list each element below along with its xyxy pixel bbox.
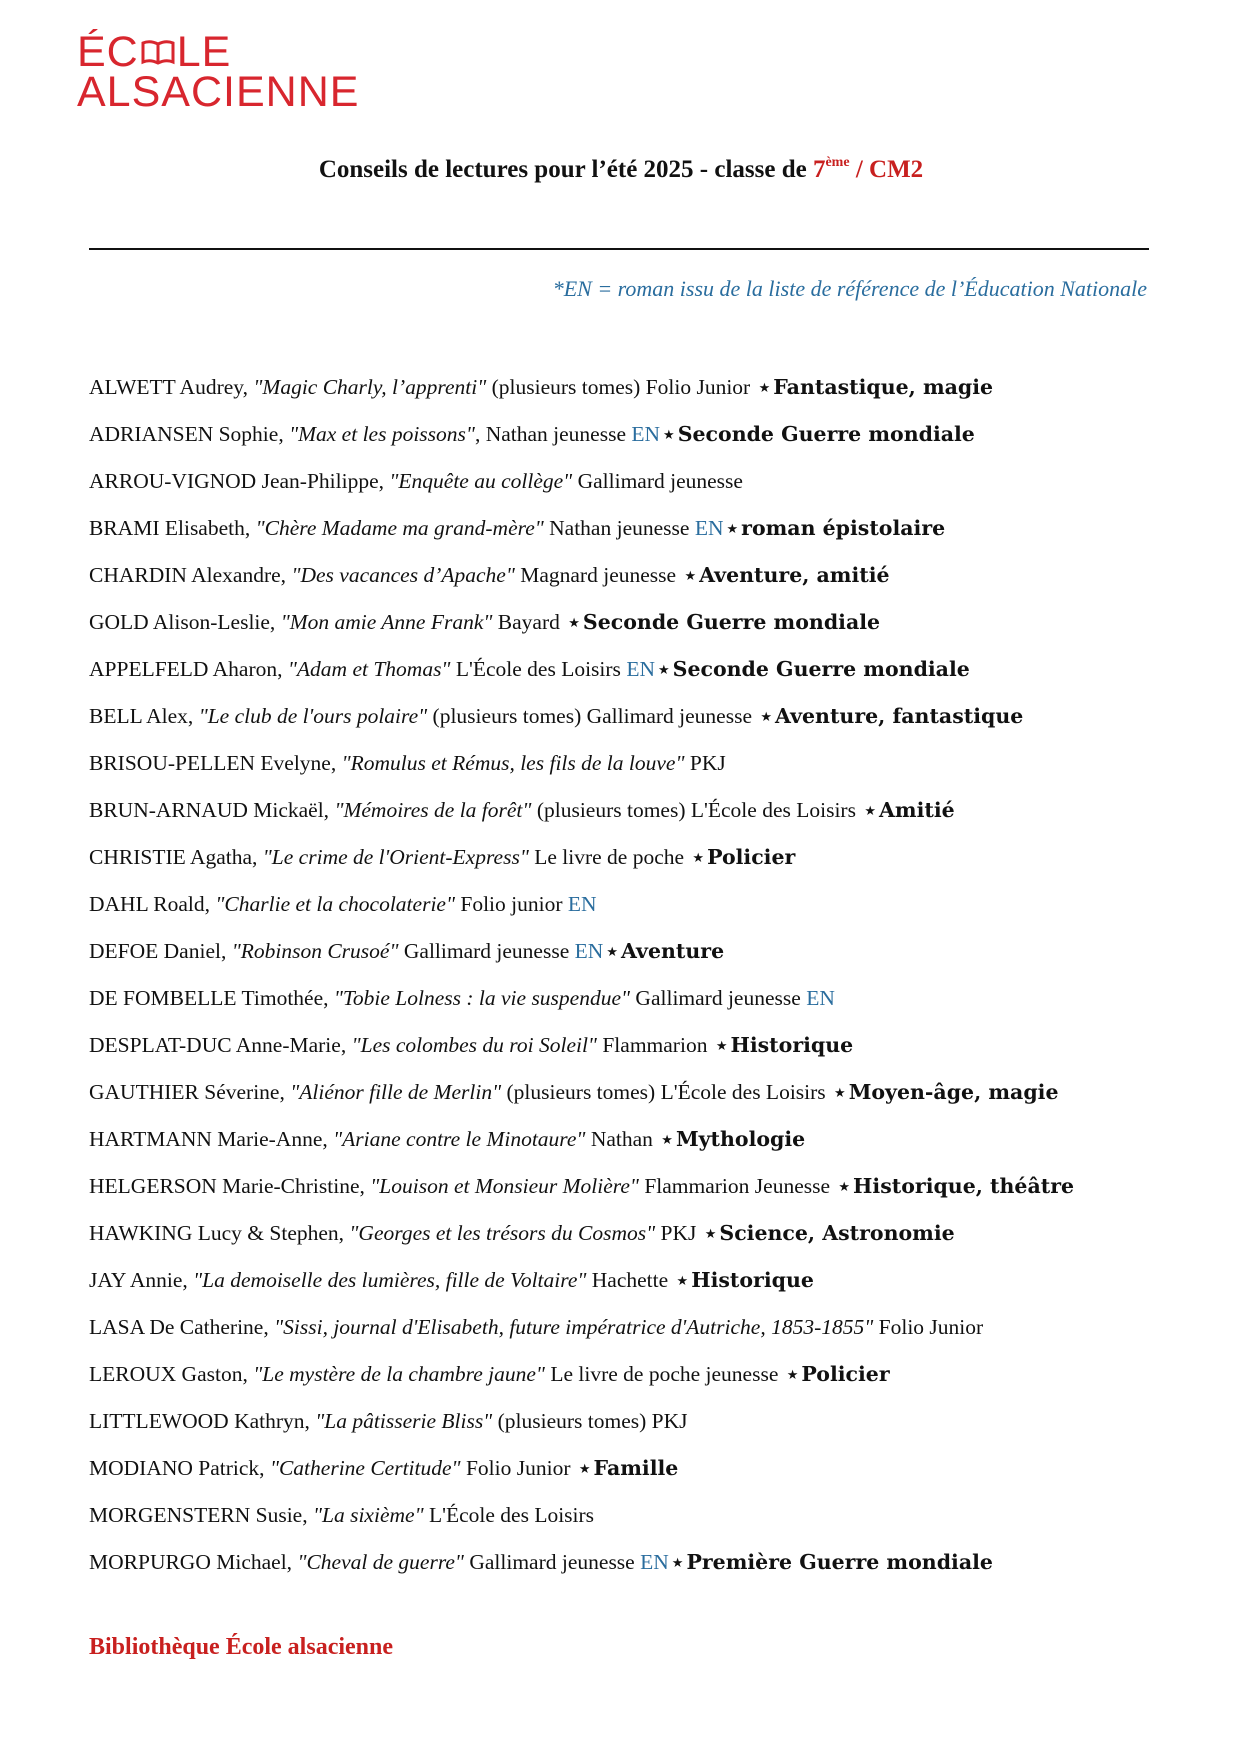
book-entry <box>89 1404 1219 1451</box>
book-title: "Ariane contre le Minotaure" <box>333 1127 586 1151</box>
book-entry <box>89 934 1219 981</box>
book-entry <box>89 417 1219 464</box>
book-title: "Sissi, journal d'Elisabeth, future impératrice d'Autriche, 1853-1855" <box>274 1315 874 1339</box>
book-author: LEROUX Gaston, <box>89 1362 254 1386</box>
book-genre: Historique <box>730 1033 854 1057</box>
book-publisher: Nathan <box>585 1127 659 1151</box>
book-author: DAHL Roald, <box>89 892 216 916</box>
book-genre: Policier <box>707 845 796 869</box>
book-title: "La sixième" <box>312 1503 424 1527</box>
book-publisher: PKJ <box>655 1221 702 1245</box>
book-author: LITTLEWOOD Kathryn, <box>89 1409 316 1433</box>
book-genre: Science, Astronomie <box>719 1221 955 1245</box>
school-logo <box>77 28 360 116</box>
book-publisher: (plusieurs tomes) Gallimard jeunesse <box>427 704 758 728</box>
book-list <box>89 370 1219 1592</box>
book-author: MORPURGO Michael, <box>89 1550 298 1574</box>
book-title: "Adam et Thomas" <box>287 657 451 681</box>
book-title: "Chère Madame ma grand-mère" <box>255 516 544 540</box>
book-publisher: , Nathan jeunesse <box>474 422 632 446</box>
open-book-icon <box>141 39 175 65</box>
book-author: CHRISTIE Agatha, <box>89 845 263 869</box>
book-entry <box>89 746 1219 793</box>
book-entry <box>89 1498 1219 1545</box>
book-author: DEFOE Daniel, <box>89 939 232 963</box>
logo-text-right: LE <box>176 28 232 76</box>
book-author: DESPLAT-DUC Anne-Marie, <box>89 1033 352 1057</box>
library-footer: Bibliothèque École alsacienne <box>89 1634 394 1660</box>
en-badge: EN <box>694 516 724 540</box>
star-icon: ★ <box>692 850 705 865</box>
title-level-sup: ème <box>825 155 850 170</box>
book-title: "Robinson Crusoé" <box>231 939 399 963</box>
book-title: "Des vacances d’Apache" <box>291 563 515 587</box>
star-icon: ★ <box>760 709 773 724</box>
book-author: MORGENSTERN Susie, <box>89 1503 313 1527</box>
book-entry <box>89 1122 1219 1169</box>
book-entry <box>89 1310 1219 1357</box>
book-genre: Seconde Guerre mondiale <box>582 610 881 634</box>
book-author: JAY Annie, <box>89 1268 194 1292</box>
book-title: "Le club de l'ours polaire" <box>198 704 428 728</box>
book-title: "Romulus et Rémus, les fils de la louve" <box>341 751 685 775</box>
book-genre: Moyen-âge, magie <box>848 1080 1059 1104</box>
en-badge: EN <box>567 892 597 916</box>
book-author: DE FOMBELLE Timothée, <box>89 986 334 1010</box>
book-entry <box>89 464 1219 511</box>
book-title: "La pâtisserie Bliss" <box>315 1409 493 1433</box>
book-author: ARROU-VIGNOD Jean-Philippe, <box>89 469 390 493</box>
book-title: "Aliénor fille de Merlin" <box>290 1080 502 1104</box>
book-author: APPELFELD Aharon, <box>89 657 288 681</box>
book-entry <box>89 558 1219 605</box>
book-genre: Première Guerre mondiale <box>686 1550 993 1574</box>
star-icon: ★ <box>838 1179 851 1194</box>
book-publisher: (plusieurs tomes) Folio Junior <box>486 375 756 399</box>
book-title: "Tobie Lolness : la vie suspendue" <box>333 986 631 1010</box>
title-level <box>813 156 923 183</box>
book-genre: Amitié <box>878 798 955 822</box>
book-genre: Famille <box>593 1456 679 1480</box>
book-genre: Historique <box>691 1268 814 1292</box>
book-entry <box>89 1075 1219 1122</box>
star-icon: ★ <box>657 662 670 677</box>
book-author: HAWKING Lucy & Stephen, <box>89 1221 350 1245</box>
book-author: MODIANO Patrick, <box>89 1456 270 1480</box>
book-title: "Le crime de l'Orient-Express" <box>262 845 529 869</box>
book-publisher: Gallimard jeunesse <box>463 1550 641 1574</box>
book-entry <box>89 605 1219 652</box>
book-title: "Catherine Certitude" <box>269 1456 461 1480</box>
book-entry <box>89 1451 1219 1498</box>
book-publisher: Nathan jeunesse <box>543 516 695 540</box>
book-entry <box>89 699 1219 746</box>
star-icon: ★ <box>704 1226 717 1241</box>
book-author: BRAMI Elisabeth, <box>89 516 256 540</box>
book-title: "Cheval de guerre" <box>297 1550 464 1574</box>
book-publisher: Flammarion <box>596 1033 713 1057</box>
star-icon: ★ <box>726 521 739 536</box>
book-author: LASA De Catherine, <box>89 1315 275 1339</box>
star-icon: ★ <box>578 1461 591 1476</box>
book-genre: Historique, théâtre <box>853 1174 1075 1198</box>
en-badge: EN <box>626 657 655 681</box>
en-badge: EN <box>806 986 835 1010</box>
book-entry <box>89 981 1219 1028</box>
book-genre: Aventure <box>620 939 725 963</box>
book-genre: Aventure, fantastique <box>775 704 1024 728</box>
book-title: "La demoiselle des lumières, fille de Voltaire" <box>193 1268 587 1292</box>
book-publisher: Magnard jeunesse <box>514 563 682 587</box>
book-author: BRUN-ARNAUD Mickaël, <box>89 798 335 822</box>
book-publisher: Gallimard jeunesse <box>572 469 743 493</box>
book-author: GOLD Alison-Leslie, <box>89 610 281 634</box>
book-entry <box>89 1263 1219 1310</box>
book-genre: roman épistolaire <box>741 516 946 540</box>
star-icon: ★ <box>786 1367 799 1382</box>
book-entry <box>89 652 1219 699</box>
book-publisher: PKJ <box>684 751 726 775</box>
en-badge: EN <box>640 1550 669 1574</box>
book-publisher: Le livre de poche <box>528 845 690 869</box>
book-author: ADRIANSEN Sophie, <box>89 422 290 446</box>
book-title: "Le mystère de la chambre jaune" <box>253 1362 545 1386</box>
star-icon: ★ <box>663 427 675 442</box>
book-author: CHARDIN Alexandre, <box>89 563 292 587</box>
book-title: "Enquête au collège" <box>389 469 573 493</box>
book-entry <box>89 1216 1219 1263</box>
book-publisher: L'École des Loisirs <box>450 657 627 681</box>
star-icon: ★ <box>661 1132 673 1147</box>
star-icon: ★ <box>676 1273 689 1288</box>
book-publisher: Gallimard jeunesse <box>398 939 575 963</box>
book-publisher: (plusieurs tomes) L'École des Loisirs <box>501 1080 832 1104</box>
book-publisher: Le livre de poche jeunesse <box>544 1362 784 1386</box>
book-genre: Mythologie <box>675 1127 806 1151</box>
book-title: "Magic Charly, l’apprenti" <box>253 375 487 399</box>
logo-text-bottom: ALSACIENNE <box>77 68 360 116</box>
star-icon: ★ <box>864 803 876 818</box>
star-icon: ★ <box>606 944 618 959</box>
book-entry <box>89 1028 1219 1075</box>
book-entry <box>89 370 1219 417</box>
book-publisher: Folio Junior <box>873 1315 984 1339</box>
star-icon: ★ <box>758 380 771 395</box>
book-author: HELGERSON Marie-Christine, <box>89 1174 371 1198</box>
book-title: "Les colombes du roi Soleil" <box>351 1033 597 1057</box>
book-genre: Aventure, amitié <box>699 563 890 587</box>
book-title: "Mon amie Anne Frank" <box>280 610 493 634</box>
star-icon: ★ <box>568 615 580 630</box>
book-author: BELL Alex, <box>89 704 199 728</box>
book-author: HARTMANN Marie-Anne, <box>89 1127 334 1151</box>
star-icon: ★ <box>834 1085 846 1100</box>
book-publisher: Folio Junior <box>460 1456 576 1480</box>
book-genre: Seconde Guerre mondiale <box>672 657 970 681</box>
book-title: "Max et les poissons" <box>289 422 475 446</box>
title-class: / CM2 <box>849 156 924 183</box>
book-publisher: Folio junior <box>454 892 568 916</box>
book-publisher: Gallimard jeunesse <box>630 986 807 1010</box>
en-badge: EN <box>574 939 604 963</box>
page-title <box>0 155 1242 184</box>
book-title: "Mémoires de la forêt" <box>334 798 532 822</box>
book-entry <box>89 887 1219 934</box>
book-publisher: Hachette <box>586 1268 674 1292</box>
book-entry <box>89 511 1219 558</box>
book-author: BRISOU-PELLEN Evelyne, <box>89 751 342 775</box>
book-publisher: (plusieurs tomes) L'École des Loisirs <box>531 798 862 822</box>
book-publisher: Flammarion Jeunesse <box>638 1174 836 1198</box>
book-publisher: (plusieurs tomes) PKJ <box>492 1409 688 1433</box>
title-main: Conseils de lectures pour l’été 2025 - classe de <box>318 156 813 183</box>
en-badge: EN <box>631 422 661 446</box>
book-entry <box>89 1169 1219 1216</box>
logo-text-left: ÉC <box>77 28 139 76</box>
book-entry <box>89 840 1219 887</box>
book-title: "Georges et les trésors du Cosmos" <box>349 1221 656 1245</box>
book-title: "Louison et Monsieur Molière" <box>370 1174 639 1198</box>
star-icon: ★ <box>715 1038 728 1053</box>
title-level-number: 7 <box>812 156 826 183</box>
book-author: GAUTHIER Séverine, <box>89 1080 291 1104</box>
star-icon: ★ <box>671 1555 684 1570</box>
book-title: "Charlie et la chocolaterie" <box>215 892 455 916</box>
book-publisher: Bayard <box>492 610 566 634</box>
book-entry <box>89 793 1219 840</box>
en-legend-note: *EN = roman issu de la liste de référence de l’Éducation Nationale <box>552 276 1147 301</box>
book-entry <box>89 1357 1219 1404</box>
book-entry <box>89 1545 1219 1592</box>
book-author: ALWETT Audrey, <box>89 375 254 399</box>
book-genre: Policier <box>801 1362 890 1386</box>
book-genre: Seconde Guerre mondiale <box>677 422 975 446</box>
divider <box>89 248 1149 250</box>
star-icon: ★ <box>684 568 697 583</box>
book-publisher: L'École des Loisirs <box>423 1503 595 1527</box>
book-genre: Fantastique, magie <box>773 375 994 399</box>
